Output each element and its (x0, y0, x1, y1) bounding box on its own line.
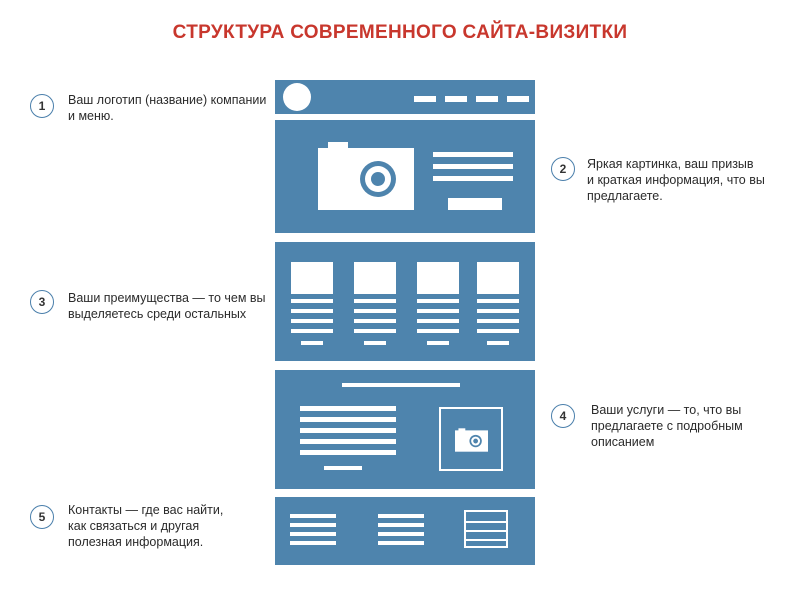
step-number-4: 4 (551, 404, 575, 428)
advantage-text-line (291, 329, 333, 333)
contact-form-icon (464, 510, 508, 548)
advantage-image-placeholder (417, 262, 459, 294)
step-number-5: 5 (30, 505, 54, 529)
advantage-text-line (477, 299, 519, 303)
advantage-text-line (477, 319, 519, 323)
advantage-text-line (417, 299, 459, 303)
advantage-caption-line (301, 341, 323, 345)
service-image-frame (439, 407, 503, 471)
advantage-image-placeholder (291, 262, 333, 294)
advantage-text-line (291, 319, 333, 323)
advantage-text-line (291, 299, 333, 303)
step-number-2: 2 (551, 157, 575, 181)
advantage-text-line (291, 309, 333, 313)
logo-circle-icon (283, 83, 311, 111)
callout-text-3: Ваши преимущества — то чем вы выделяетесь среди остальных (68, 291, 266, 321)
advantage-text-line (354, 309, 396, 313)
advantage-text-line (417, 309, 459, 313)
advantage-text-line (354, 329, 396, 333)
advantage-column (477, 242, 521, 361)
callout-text-4: Ваши услуги — то, что вы предлагаете с подробным описанием (591, 403, 743, 449)
advantage-image-placeholder (477, 262, 519, 294)
advantage-column (291, 242, 335, 361)
advantage-text-line (417, 329, 459, 333)
callout-text-2: Яркая картинка, ваш призыв и краткая информация, что вы предлагаете. (587, 157, 765, 203)
callout-text-1: Ваш логотип (название) компании и меню. (68, 93, 267, 123)
callout-text-5: Контакты — где вас найти, как связаться и другая полезная информация. (68, 503, 224, 549)
page-title: СТРУКТУРА СОВРЕМЕННОГО САЙТА-ВИЗИТКИ (172, 22, 628, 43)
step-number-1: 1 (30, 94, 54, 118)
contacts-panel (275, 497, 535, 565)
advantage-column (354, 242, 398, 361)
advantage-text-line (477, 309, 519, 313)
step-number-3: 3 (30, 290, 54, 314)
advantage-caption-line (364, 341, 386, 345)
cta-button-shape (448, 198, 502, 210)
advantages-panel (275, 242, 535, 361)
advantage-text-line (477, 329, 519, 333)
camera-icon (318, 142, 414, 210)
advantage-image-placeholder (354, 262, 396, 294)
advantage-text-line (417, 319, 459, 323)
advantage-caption-line (427, 341, 449, 345)
advantage-column (417, 242, 461, 361)
header-panel (275, 80, 535, 114)
camera-icon (455, 428, 488, 452)
hero-panel (275, 120, 535, 233)
advantage-caption-line (487, 341, 509, 345)
services-panel (275, 370, 535, 489)
advantage-text-line (354, 319, 396, 323)
advantage-text-line (354, 299, 396, 303)
